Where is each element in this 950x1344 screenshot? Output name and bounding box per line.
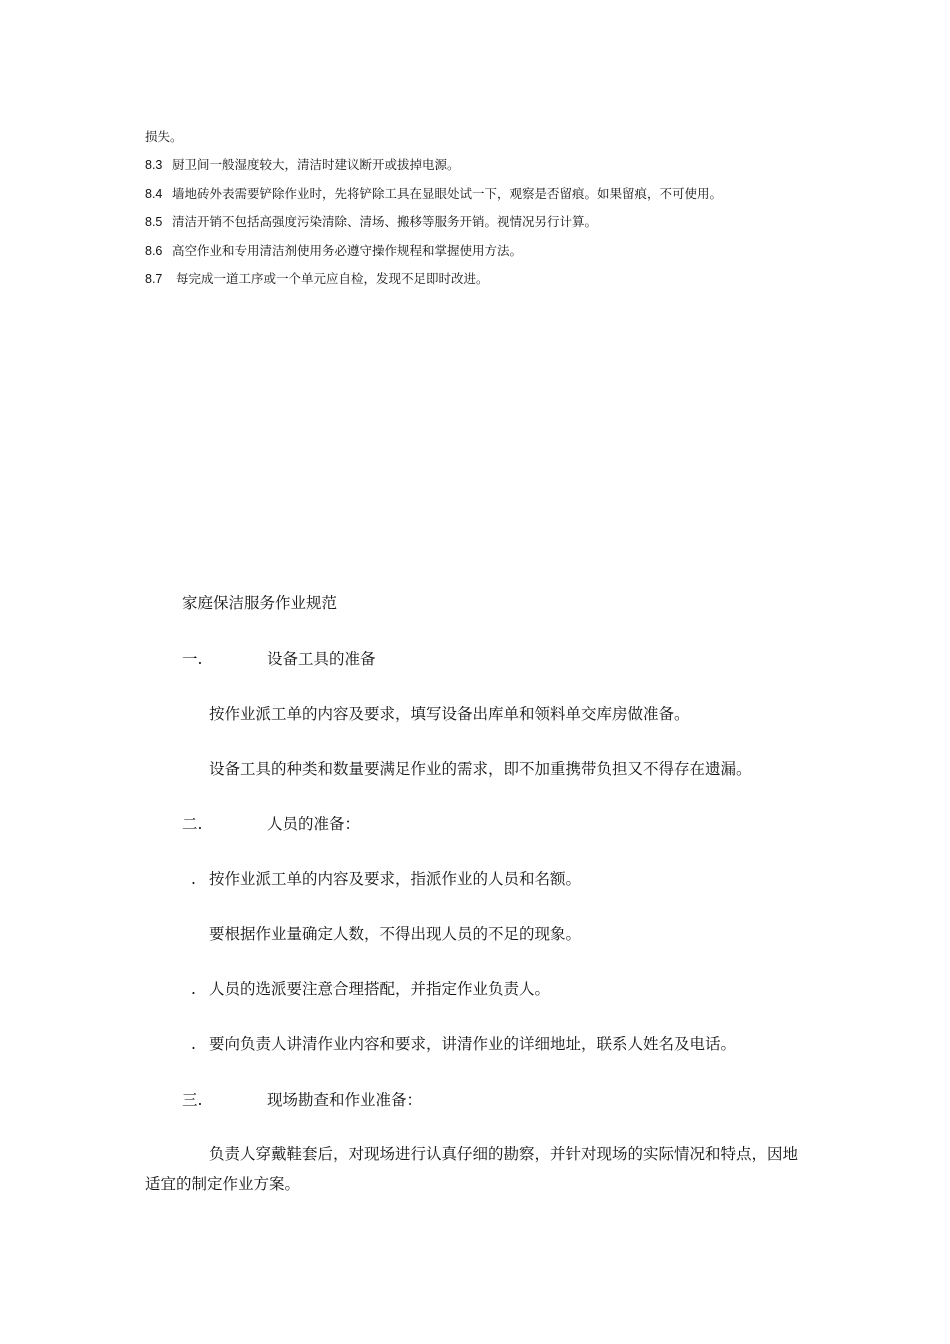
bullet-text: 按作业派工单的内容及要求，指派作业的人员和名额。 — [209, 870, 582, 888]
section-heading — [182, 648, 376, 670]
bullet-item — [191, 978, 550, 1000]
section-number: 三. — [182, 1091, 203, 1109]
note-number: 8.5 — [145, 215, 163, 229]
section-heading — [182, 1089, 422, 1111]
paragraph: 按作业派工单的内容及要求，填写设备出库单和领料单交库房做准备。 — [209, 705, 690, 723]
bullet-text: 要向负责人讲清作业内容和要求，讲清作业的详细地址，联系人姓名及电话。 — [209, 1035, 737, 1053]
section-heading — [182, 813, 360, 835]
bullet-item — [191, 1033, 736, 1055]
document-title: 家庭保洁服务作业规范 — [182, 594, 338, 612]
bullet-mark: . — [191, 870, 196, 888]
bullet-mark: . — [191, 1035, 196, 1053]
note-number: 8.3 — [145, 158, 163, 172]
paragraph: 负责人穿戴鞋套后，对现场进行认真仔细的勘察，并针对现场的实际情况和特点，因地适宜的制定作业方案。 — [145, 1145, 799, 1193]
note-number: 8.6 — [145, 243, 163, 258]
section-title: 人员的准备： — [267, 815, 361, 833]
section-number: 一. — [182, 650, 203, 668]
section-number: 二. — [182, 815, 203, 833]
continuation-text: 损失。 — [145, 129, 183, 144]
note-item — [145, 270, 865, 299]
section-title: 现场勘查和作业准备： — [267, 1091, 423, 1109]
section-title: 设备工具的准备 — [267, 650, 376, 668]
note-text: 厨卫间一般湿度较大，清洁时建议断开或拔掉电源。 — [172, 157, 460, 172]
note-item — [145, 242, 865, 271]
note-text: 每完成一道工序或一个单元应自检，发现不足即时改进。 — [172, 271, 489, 286]
bullet-text: 人员的选派要注意合理搭配，并指定作业负责人。 — [209, 980, 551, 998]
paragraph: 要根据作业量确定人数，不得出现人员的不足的现象。 — [209, 925, 582, 943]
note-text: 高空作业和专用清洁剂使用务必遵守操作规程和掌握使用方法。 — [172, 242, 523, 258]
bullet-item — [191, 868, 581, 890]
continuation-line — [145, 128, 865, 156]
note-number: 8.4 — [145, 186, 163, 201]
note-item — [145, 185, 865, 214]
notes-section — [145, 128, 865, 299]
note-item — [145, 156, 865, 185]
note-text: 清洁开销不包括高强度污染清除、清场、搬移等服务开销。视情况另行计算。 — [172, 214, 598, 229]
paragraph: 设备工具的种类和数量要满足作业的需求，即不加重携带负担又不得存在遗漏。 — [209, 760, 752, 778]
note-number: 8.7 — [145, 272, 163, 286]
note-text: 墙地砖外表需要铲除作业时，先将铲除工具在显眼处试一下，观察是否留痕。如果留痕，不可使用。 — [172, 185, 723, 201]
bullet-mark: . — [191, 980, 196, 998]
note-item — [145, 213, 865, 242]
